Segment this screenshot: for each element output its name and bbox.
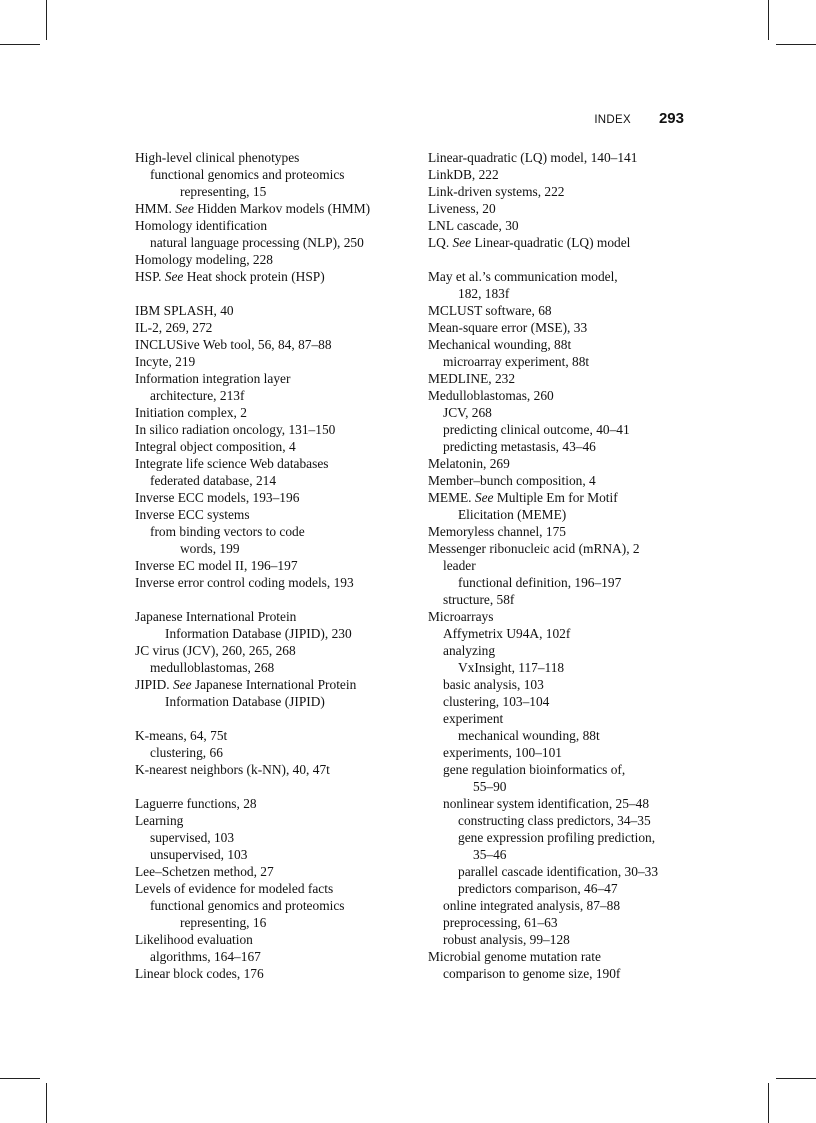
entry-text: functional genomics and proteomics xyxy=(150,167,345,182)
entry-text: Affymetrix U94A, 102f xyxy=(443,626,571,641)
entry-text: MCLUST software, 68 xyxy=(428,303,552,318)
index-entry xyxy=(135,438,410,455)
crop-mark xyxy=(0,1078,40,1079)
index-entry xyxy=(135,336,410,353)
index-subentry xyxy=(428,897,703,914)
entry-text: gene expression profiling prediction, xyxy=(458,830,656,845)
index-subentry xyxy=(428,676,703,693)
entry-text: Member–bunch composition, 4 xyxy=(428,473,596,488)
entry-text: High-level clinical phenotypes xyxy=(135,150,300,165)
index-entry xyxy=(135,608,410,625)
entry-text: JC virus (JCV), 260, 265, 268 xyxy=(135,643,296,658)
index-entry xyxy=(135,251,410,268)
section-gap xyxy=(135,778,410,795)
index-subentry xyxy=(428,574,703,591)
index-subentry xyxy=(428,557,703,574)
index-entry xyxy=(135,727,410,744)
index-subentry xyxy=(428,880,703,897)
index-subentry xyxy=(428,438,703,455)
index-entry xyxy=(428,489,703,506)
entry-text: microarray experiment, 88t xyxy=(443,354,590,369)
entry-text: Information Database (JIPID) xyxy=(165,694,325,709)
crop-mark xyxy=(768,0,769,40)
entry-text: MEDLINE, 232 xyxy=(428,371,516,386)
see-reference: See xyxy=(175,201,194,216)
entry-text: Information integration layer xyxy=(135,371,291,386)
index-subentry xyxy=(428,591,703,608)
entry-text: 55–90 xyxy=(473,779,507,794)
index-entry xyxy=(428,608,703,625)
entry-text: comparison to genome size, 190f xyxy=(443,966,621,981)
entry-text: functional genomics and proteomics xyxy=(150,898,345,913)
entry-text: LNL cascade, 30 xyxy=(428,218,519,233)
index-entry xyxy=(135,642,410,659)
index-subentry xyxy=(135,523,410,540)
entry-text: representing, 16 xyxy=(180,915,267,930)
index-entry xyxy=(135,268,410,285)
index-entry xyxy=(135,319,410,336)
entry-text: preprocessing, 61–63 xyxy=(443,915,558,930)
index-subentry xyxy=(428,795,703,812)
entry-text: Inverse error control coding models, 193 xyxy=(135,575,354,590)
index-subentry xyxy=(428,931,703,948)
index-subentry xyxy=(428,727,703,744)
index-subentry xyxy=(135,234,410,251)
index-entry xyxy=(135,370,410,387)
section-gap xyxy=(135,710,410,727)
index-subentry xyxy=(428,846,703,863)
index-entry xyxy=(135,676,410,693)
entry-text: constructing class predictors, 34–35 xyxy=(458,813,651,828)
index-subentry xyxy=(428,285,703,302)
entry-text: JIPID. xyxy=(135,677,173,692)
index-entry xyxy=(135,200,410,217)
entry-text: Initiation complex, 2 xyxy=(135,405,247,420)
see-reference: See xyxy=(474,490,494,505)
index-entry xyxy=(135,557,410,574)
entry-text: MEME. xyxy=(428,490,475,505)
entry-text: predicting metastasis, 43–46 xyxy=(443,439,596,454)
index-entry xyxy=(135,302,410,319)
index-subentry xyxy=(135,625,410,642)
entry-text: K-means, 64, 75t xyxy=(135,728,228,743)
index-subentry xyxy=(428,761,703,778)
see-target: Japanese International Protein xyxy=(191,677,357,692)
index-entry xyxy=(428,336,703,353)
entry-text: Medulloblastomas, 260 xyxy=(428,388,554,403)
index-entry xyxy=(135,880,410,897)
entry-text: nonlinear system identification, 25–48 xyxy=(443,796,650,811)
index-entry xyxy=(135,421,410,438)
entry-text: Integral object composition, 4 xyxy=(135,439,296,454)
index-subentry xyxy=(428,421,703,438)
index-subentry xyxy=(135,472,410,489)
index-subentry xyxy=(428,812,703,829)
index-entry xyxy=(135,506,410,523)
entry-text: Lee–Schetzen method, 27 xyxy=(135,864,274,879)
page-number: 293 xyxy=(658,110,684,127)
entry-text: Information Database (JIPID), 230 xyxy=(165,626,352,641)
entry-text: predictors comparison, 46–47 xyxy=(458,881,618,896)
index-subentry xyxy=(428,693,703,710)
entry-text: Incyte, 219 xyxy=(135,354,196,369)
crop-mark xyxy=(46,1083,47,1123)
entry-text: Mechanical wounding, 88t xyxy=(428,337,572,352)
entry-text: online integrated analysis, 87–88 xyxy=(443,898,621,913)
see-reference: See xyxy=(164,269,184,284)
entry-text: Integrate life science Web databases xyxy=(135,456,329,471)
see-target: Heat shock protein (HSP) xyxy=(183,269,325,284)
index-entry xyxy=(135,965,410,982)
entry-text: Likelihood evaluation xyxy=(135,932,253,947)
index-entry xyxy=(428,523,703,540)
entry-text: INCLUSive Web tool, 56, 84, 87–88 xyxy=(135,337,332,352)
entry-text: structure, 58f xyxy=(443,592,515,607)
index-entry xyxy=(428,166,703,183)
crop-mark xyxy=(768,1083,769,1123)
entry-text: Homology modeling, 228 xyxy=(135,252,273,267)
index-subentry xyxy=(428,659,703,676)
index-subentry xyxy=(135,829,410,846)
index-entry xyxy=(135,761,410,778)
section-gap xyxy=(135,285,410,302)
entry-text: Japanese International Protein xyxy=(135,609,297,624)
index-entry xyxy=(428,540,703,557)
entry-text: Mean-square error (MSE), 33 xyxy=(428,320,588,335)
index-column-left xyxy=(135,149,410,982)
index-entry xyxy=(135,863,410,880)
index-subentry xyxy=(135,948,410,965)
entry-text: HSP. xyxy=(135,269,165,284)
index-subentry xyxy=(428,965,703,982)
index-subentry xyxy=(135,540,410,557)
entry-text: Learning xyxy=(135,813,184,828)
entry-text: Link-driven systems, 222 xyxy=(428,184,565,199)
index-entry xyxy=(428,200,703,217)
index-entry xyxy=(428,387,703,404)
index-subentry xyxy=(428,353,703,370)
index-subentry xyxy=(428,863,703,880)
entry-text: medulloblastomas, 268 xyxy=(150,660,275,675)
entry-text: LinkDB, 222 xyxy=(428,167,499,182)
entry-text: clustering, 103–104 xyxy=(443,694,550,709)
entry-text: gene regulation bioinformatics of, xyxy=(443,762,626,777)
entry-text: Inverse ECC models, 193–196 xyxy=(135,490,300,505)
index-entry xyxy=(135,404,410,421)
entry-text: robust analysis, 99–128 xyxy=(443,932,570,947)
entry-text: predicting clinical outcome, 40–41 xyxy=(443,422,630,437)
entry-text: unsupervised, 103 xyxy=(150,847,248,862)
index-subentry xyxy=(135,846,410,863)
entry-text: from binding vectors to code xyxy=(150,524,305,539)
entry-text: IBM SPLASH, 40 xyxy=(135,303,234,318)
index-entry xyxy=(428,319,703,336)
entry-text: supervised, 103 xyxy=(150,830,235,845)
index-subentry xyxy=(135,659,410,676)
entry-text: functional definition, 196–197 xyxy=(458,575,622,590)
crop-mark xyxy=(0,44,40,45)
entry-text: HMM. xyxy=(135,201,176,216)
index-entry xyxy=(135,217,410,234)
index-subentry xyxy=(428,744,703,761)
index-entry xyxy=(428,268,703,285)
section-gap xyxy=(428,251,703,268)
entry-text: representing, 15 xyxy=(180,184,267,199)
entry-text: 182, 183f xyxy=(458,286,510,301)
running-head-label: INDEX xyxy=(594,114,631,126)
crop-mark xyxy=(776,44,816,45)
index-subentry xyxy=(135,387,410,404)
entry-text: natural language processing (NLP), 250 xyxy=(150,235,364,250)
index-entry xyxy=(135,795,410,812)
index-subentry xyxy=(428,778,703,795)
entry-text: analyzing xyxy=(443,643,496,658)
index-entry xyxy=(135,574,410,591)
index-subentry xyxy=(428,642,703,659)
index-subentry xyxy=(135,166,410,183)
entry-text: Microarrays xyxy=(428,609,494,624)
entry-text: In silico radiation oncology, 131–150 xyxy=(135,422,336,437)
index-subentry xyxy=(428,404,703,421)
see-reference: See xyxy=(172,677,192,692)
entry-text: Elicitation (MEME) xyxy=(458,507,567,522)
index-entry xyxy=(428,234,703,251)
index-entry xyxy=(428,472,703,489)
index-subentry xyxy=(428,710,703,727)
index-column-right xyxy=(428,149,703,982)
entry-text: Laguerre functions, 28 xyxy=(135,796,257,811)
index-subentry xyxy=(428,914,703,931)
entry-text: architecture, 213f xyxy=(150,388,245,403)
entry-text: experiments, 100–101 xyxy=(443,745,563,760)
index-entry xyxy=(135,931,410,948)
entry-text: basic analysis, 103 xyxy=(443,677,544,692)
entry-text: experiment xyxy=(443,711,504,726)
crop-mark xyxy=(776,1078,816,1079)
see-target: Linear-quadratic (LQ) model xyxy=(471,235,631,250)
section-gap xyxy=(135,591,410,608)
see-target: Multiple Em for Motif xyxy=(493,490,618,505)
entry-text: Inverse ECC systems xyxy=(135,507,250,522)
entry-text: Memoryless channel, 175 xyxy=(428,524,566,539)
index-entry xyxy=(135,149,410,166)
index-subentry xyxy=(135,693,410,710)
entry-text: May et al.’s communication model, xyxy=(428,269,618,284)
index-entry xyxy=(428,149,703,166)
entry-text: leader xyxy=(443,558,476,573)
entry-text: algorithms, 164–167 xyxy=(150,949,261,964)
index-entry xyxy=(428,948,703,965)
entry-text: IL-2, 269, 272 xyxy=(135,320,213,335)
index-subentry xyxy=(135,744,410,761)
index-subentry xyxy=(428,829,703,846)
entry-text: 35–46 xyxy=(473,847,507,862)
entry-text: K-nearest neighbors (k-NN), 40, 47t xyxy=(135,762,330,777)
entry-text: Liveness, 20 xyxy=(428,201,496,216)
running-head xyxy=(560,110,684,130)
see-reference: See xyxy=(452,235,472,250)
crop-mark xyxy=(46,0,47,40)
index-entry xyxy=(135,353,410,370)
index-subentry xyxy=(135,897,410,914)
index-subentry xyxy=(428,506,703,523)
index-entry xyxy=(135,489,410,506)
entry-text: Linear-quadratic (LQ) model, 140–141 xyxy=(428,150,638,165)
entry-text: words, 199 xyxy=(180,541,240,556)
entry-text: federated database, 214 xyxy=(150,473,277,488)
index-entry xyxy=(428,217,703,234)
entry-text: Messenger ribonucleic acid (mRNA), 2 xyxy=(428,541,640,556)
entry-text: JCV, 268 xyxy=(443,405,492,420)
entry-text: VxInsight, 117–118 xyxy=(458,660,565,675)
entry-text: LQ. xyxy=(428,235,453,250)
index-entry xyxy=(428,302,703,319)
index-entry xyxy=(428,370,703,387)
index-entry xyxy=(428,455,703,472)
entry-text: Homology identification xyxy=(135,218,268,233)
entry-text: Inverse EC model II, 196–197 xyxy=(135,558,298,573)
entry-text: Microbial genome mutation rate xyxy=(428,949,601,964)
index-subentry xyxy=(135,183,410,200)
entry-text: Levels of evidence for modeled facts xyxy=(135,881,334,896)
entry-text: Linear block codes, 176 xyxy=(135,966,264,981)
index-entry xyxy=(135,455,410,472)
index-entry xyxy=(428,183,703,200)
see-target: Hidden Markov models (HMM) xyxy=(193,201,371,216)
index-subentry xyxy=(135,914,410,931)
index-entry xyxy=(135,812,410,829)
entry-text: mechanical wounding, 88t xyxy=(458,728,600,743)
index-subentry xyxy=(428,625,703,642)
entry-text: Melatonin, 269 xyxy=(428,456,510,471)
entry-text: parallel cascade identification, 30–33 xyxy=(458,864,659,879)
entry-text: clustering, 66 xyxy=(150,745,223,760)
